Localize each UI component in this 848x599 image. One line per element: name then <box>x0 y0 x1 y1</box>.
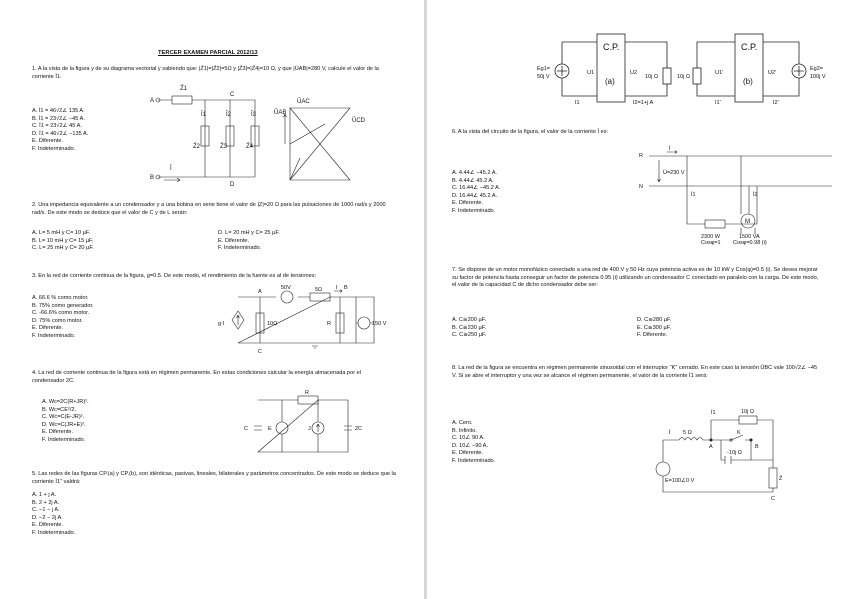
q1-label-z1: Z̄1 <box>180 86 188 92</box>
q4-circuit <box>240 388 370 460</box>
q1-label-ucd: ŪCD <box>352 118 365 124</box>
exam-title: TERCER EXAMEN PARCIAL 2012/13 <box>158 50 258 56</box>
fig5-u1: U1 <box>587 70 595 76</box>
q6-label-i2: Ī2 <box>753 192 758 198</box>
q8-label-l5: 5 Ω <box>683 430 692 436</box>
q1-circuit <box>150 84 410 194</box>
fig5-u2p: U2' <box>768 70 777 76</box>
q1-label-i: Ī <box>170 166 172 172</box>
q3-option-e[interactable]: E. Diferente. <box>32 325 64 332</box>
q1-label-b: B <box>150 175 155 181</box>
question-2 <box>32 202 392 217</box>
q1-label-i3: Ī3 <box>251 112 257 118</box>
q7-option-c[interactable]: C. C≅250 µF. <box>452 332 487 339</box>
q1-option-c[interactable]: C. Ī1 = 23√2∠ 45 A. <box>32 123 82 130</box>
q6-option-b[interactable]: B. 4.44∠ 45.2 A. <box>452 177 494 184</box>
q6-label-p2: 1500 VA <box>739 234 760 240</box>
question-3 <box>32 273 402 281</box>
fig5-cp-a: C.P. <box>603 42 620 52</box>
fig5-eg1: Eg1= <box>537 66 550 72</box>
q6-label-p1: 2300 W <box>701 234 720 240</box>
q7-option-e[interactable]: E. C≅300 µF. <box>637 324 672 331</box>
q5-option-b[interactable]: B. 2 + 2j A. <box>32 499 60 506</box>
question-1 <box>32 66 392 81</box>
question-7 <box>452 267 820 290</box>
q6-label-i: Ī <box>669 146 671 152</box>
q3-label-gi: g·I <box>218 321 225 327</box>
q3-label-r10: 10Ω <box>267 321 278 327</box>
q6-option-f[interactable]: F. Indeterminado. <box>452 207 496 214</box>
q3-option-d[interactable]: D. 75% como motor. <box>32 317 83 324</box>
q4-option-a[interactable]: A. Wc=2C(R+JR)². <box>42 399 89 405</box>
q4-option-c[interactable]: C. Wc=C(E-JR)². <box>42 414 85 421</box>
q1-label-z3: Z̄3 <box>220 144 228 150</box>
q8-label-r10: 10j Ω <box>741 409 754 415</box>
q8-option-d[interactable]: D. 10∠ −90 A. <box>452 442 488 449</box>
q8-label-i1: Ī1 <box>711 410 716 416</box>
q6-option-c[interactable]: C. 16.44∠ −45.2 A. <box>452 185 501 192</box>
q3-text: 3. En la red de corriente continua de la figura, g=0.5. De este modo, el rendimiento de la fuente es al de tensiones: <box>32 273 317 279</box>
q6-text: 6. A la vista del circuito de la figura, el valor de la corriente Ī es: <box>452 129 609 135</box>
q7-option-d[interactable]: D. C≅280 µF. <box>637 317 672 323</box>
q3-label-a: A <box>258 289 262 295</box>
q7-text: 7. Se dispone de un motor monofásico conectado a una red de 400 V y 50 Hz cuya potencia activa es de 10 kW y Cos(φ)=0.5 (i). Se desea mejorar su factor de potencia hasta conseguir un factor de potencia 0.95 (i) utilizando un condensador C conectado en paralelo con la carga. De este modo, el valor de la capacidad C de dicho condensador debe ser: <box>452 267 819 289</box>
q1-options <box>32 108 152 154</box>
q1-option-a[interactable]: A. Ī1 = 46√2∠ 135 A. <box>32 108 85 114</box>
q3-circuit <box>218 283 388 358</box>
q1-label-i1: Ī1 <box>201 112 207 118</box>
q6-label-r: R <box>639 153 643 159</box>
q6-label-i1: Ī1 <box>691 192 696 198</box>
q1-option-f[interactable]: F. Indeterminado. <box>32 145 76 152</box>
q1-label-d: D <box>230 182 235 188</box>
q7-option-a[interactable]: A. C≅200 µF. <box>452 317 487 323</box>
q8-label-e: E=100∠0 V <box>665 478 695 484</box>
fig5-u1p: U1' <box>715 70 724 76</box>
q7-option-f[interactable]: F. Diferente. <box>637 332 668 339</box>
q3-option-c[interactable]: C. -66.6% como motor. <box>32 310 90 317</box>
q1-label-z2: Z̄2 <box>193 144 201 150</box>
fig5-i1p: I1' <box>715 100 721 106</box>
q2-options-left <box>32 230 182 253</box>
question-6 <box>452 129 832 137</box>
fig5-i1: I1 <box>575 100 580 106</box>
fig5-a: (a) <box>605 77 615 86</box>
q8-option-a[interactable]: A. Cero. <box>452 420 473 426</box>
q5-option-c[interactable]: C. −1 − j A. <box>32 507 60 514</box>
q3-options <box>32 295 162 341</box>
q2-option-c[interactable]: C. L= 25 mH y C= 20 µF. <box>32 245 94 252</box>
q3-label-src: 50V <box>281 285 291 291</box>
q7-options-left <box>452 317 592 340</box>
fig5-r10a: 10j Ω <box>645 74 658 80</box>
q8-label-i: Ī <box>669 430 671 436</box>
q4-label-c: C <box>244 426 248 432</box>
q3-option-f[interactable]: F. Indeterminado. <box>32 332 76 339</box>
q4-text: 4. La red de corriente continua de la figura está en régimen permanente. En estas condiciones calcular la energía almacenada por el condensador 2C. <box>32 370 361 384</box>
q3-label-r: R <box>327 321 331 327</box>
fig5-eg1v: 50j V <box>537 74 550 80</box>
q5-option-e[interactable]: E. Diferente. <box>32 522 64 529</box>
fig5-i2p: I2' <box>773 100 779 106</box>
q8-option-c[interactable]: C. 10∠ 90 A. <box>452 435 485 442</box>
q4-label-j: J <box>308 426 311 432</box>
q6-options <box>452 170 582 216</box>
q4-label-e: E <box>268 426 272 432</box>
q6-option-d[interactable]: D. 16.44∠ 45.2 A. <box>452 192 498 199</box>
q8-option-f[interactable]: F. Indeterminado. <box>452 457 496 464</box>
q7-option-b[interactable]: B. C≅230 µF. <box>452 324 487 331</box>
q8-label-b: B <box>755 444 759 450</box>
question-8 <box>452 365 822 380</box>
q3-label-v150: 150 V <box>372 321 387 327</box>
q5-option-d[interactable]: D. −2 − 2j A. <box>32 514 63 521</box>
q5-options <box>32 492 162 538</box>
fig5-eg2v: 100j V <box>810 74 826 80</box>
question-5 <box>32 471 397 486</box>
q1-label-i2: Ī2 <box>226 112 232 118</box>
q2-option-f[interactable]: F. Indeterminado. <box>218 245 262 252</box>
fig5-b: (b) <box>743 77 753 86</box>
q5-text: 5. Las redes de las figuras CP.(a) y CP.(b), son idénticas, pasivas, lineales, bilaterales y parámetros concentrados. De este modo se deduce que la corriente Ī1'' valdrá: <box>32 471 396 485</box>
q6-label-cos2: Cosφ=0.98 (i) <box>733 240 767 246</box>
q8-label-k: K <box>737 430 741 436</box>
q5-option-f[interactable]: F. Indeterminado. <box>32 529 76 536</box>
q3-option-b[interactable]: B. 75% como generador. <box>32 302 94 309</box>
q3-label-c: C <box>258 349 262 355</box>
q7-options-right <box>637 317 777 340</box>
q3-label-b: B <box>344 285 348 291</box>
q4-option-b[interactable]: B. Wc=CE²/2. <box>42 406 77 413</box>
q8-label-a: A <box>709 444 713 450</box>
q8-option-b[interactable]: B. Infinito. <box>452 427 477 434</box>
fig5-u2: U2 <box>630 70 638 76</box>
q1-text: 1. A la vista de la figura y de su diagrama vectorial y sabiendo que: |Z̄1|=|Z̄2|=5Ω y |Z̄3|=|Z̄4|=10 Ω, y que |ŪAB|=280 V, calcule el valor de la corriente Ī1. <box>32 66 379 80</box>
q1-label-z4: Z̄4 <box>246 144 254 150</box>
q8-label-x10: -10j Ω <box>727 450 742 456</box>
q2-options-right <box>218 230 368 253</box>
q4-option-f[interactable]: F. Indeterminado. <box>42 436 86 443</box>
question-4 <box>32 370 392 385</box>
q1-option-d[interactable]: D. Ī1 = 46√2∠ −135 A. <box>32 130 89 137</box>
fig5-eg2: Eg2= <box>810 66 823 72</box>
q6-label-cos1: Cosφ=1 <box>701 240 721 246</box>
q1-option-e[interactable]: E. Diferente. <box>32 138 64 145</box>
q1-label-c: C <box>230 92 235 98</box>
q8-label-c: C <box>771 496 775 502</box>
q3-option-a[interactable]: A. 66.6 % como motor. <box>32 295 89 301</box>
q1-label-a: A <box>150 98 155 104</box>
q4-label-2c: 2C <box>355 426 363 432</box>
q6-label-u: Ū=230 V <box>663 170 685 176</box>
q2-option-a[interactable]: A. L= 5 mH y C= 10 µF. <box>32 230 91 236</box>
q2-text: 2. Una impedancia equivalente a un condensador y a una bobina en serie tiene el valor de |Z|=20 Ω para las pulsaciones de 1000 rad/s y 2000 rad/s. De este modo se deduce que el valor de C y de L serán: <box>32 202 386 216</box>
q1-label-uac: ŪAC <box>297 99 310 105</box>
q2-option-b[interactable]: B. L= 10 mH y C= 15 µF. <box>32 237 94 244</box>
q5-figures <box>537 28 847 108</box>
q3-label-i: I <box>336 285 338 291</box>
q8-text: 8. La red de la figura se encuentra en régimen permanente sinusoidal con el interruptor "K" cerrado. En este caso la tensión ŪBC vale 100√2∠ −45 V. Si se abre el interruptor y una vez se alcance el régimen permanente, el valor de la corriente Ī1 será: <box>452 365 818 379</box>
fig5-cp-b: C.P. <box>741 42 758 52</box>
q5-option-a[interactable]: A. 1 + j A. <box>32 492 57 498</box>
q6-label-m: M <box>745 219 750 225</box>
q6-option-e[interactable]: E. Diferente. <box>452 200 484 207</box>
q6-label-n: N <box>639 184 643 190</box>
q3-label-r5: 5Ω <box>315 287 323 293</box>
fig5-r10b: 10j Ω <box>677 74 690 80</box>
q1-label-uab: ŪAB <box>274 110 287 116</box>
q4-label-r: R <box>305 390 309 396</box>
q8-circuit <box>651 404 791 504</box>
q2-option-d[interactable]: D. L= 20 mH y C= 25 µF. <box>218 230 280 236</box>
q8-label-z: Z̄ <box>779 476 783 482</box>
q4-option-e[interactable]: E. Diferente. <box>42 429 74 436</box>
q4-option-d[interactable]: D. Wc=C(JR+E)². <box>42 421 86 428</box>
fig5-i2: I2=1+j A <box>633 100 654 106</box>
q1-option-b[interactable]: B. Ī1 = 23√2∠ −45 A. <box>32 115 85 122</box>
q2-option-e[interactable]: E. Diferente. <box>218 237 250 244</box>
q4-options <box>42 399 172 445</box>
q6-option-a[interactable]: A. 4.44∠ −45.2 A. <box>452 170 497 176</box>
q8-options <box>452 420 582 466</box>
q8-option-e[interactable]: E. Diferente. <box>452 450 484 457</box>
q6-circuit <box>637 146 837 246</box>
page-right <box>427 0 848 599</box>
